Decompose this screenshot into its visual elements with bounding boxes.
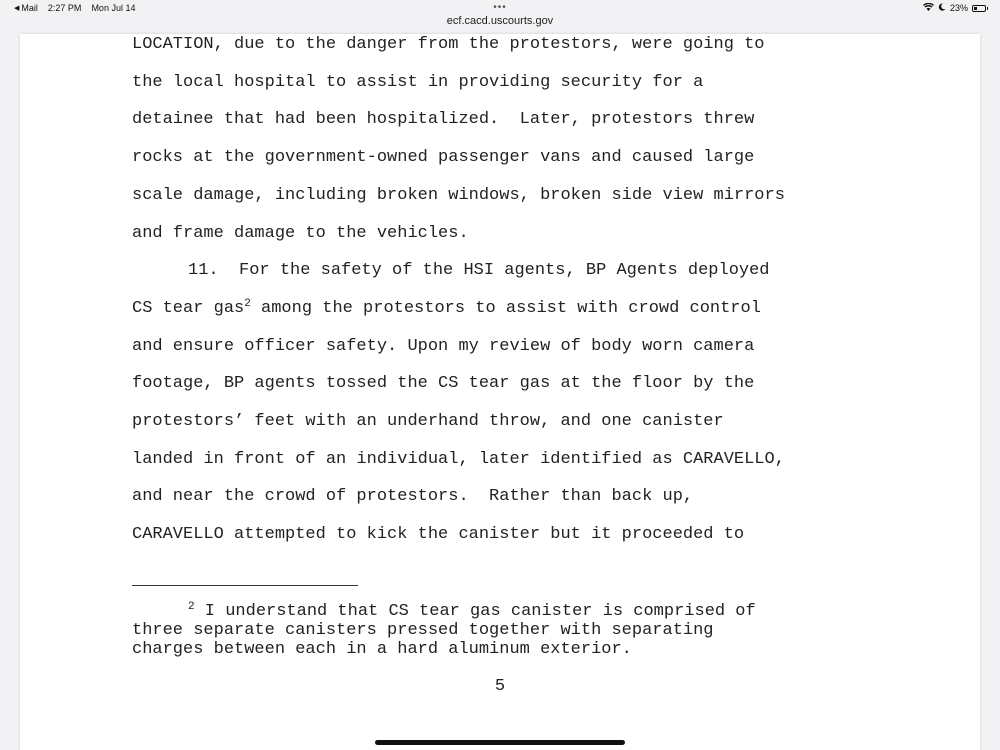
text-line: detainee that had been hospitalized. Later, protestors threw <box>132 110 755 129</box>
text-line: and near the crowd of protestors. Rather than back up, <box>132 487 694 506</box>
tab-options-button[interactable]: ••• <box>493 2 507 13</box>
wifi-icon <box>923 3 934 13</box>
status-bar <box>0 0 1000 16</box>
status-time: 2:27 PM <box>47 3 82 13</box>
footnote-line: three separate canisters pressed together with separating <box>132 621 714 640</box>
back-app-label: Mail <box>21 3 38 13</box>
address-bar[interactable]: ecf.cacd.uscourts.gov <box>446 15 554 27</box>
footnote-line <box>132 602 872 621</box>
text-segment: among the protestors to assist with crowd control <box>250 299 761 318</box>
footnote-text: I understand that CS tear gas canister is comprised of <box>194 602 756 621</box>
document-page <box>20 34 980 750</box>
footnote-line: charges between each in a hard aluminum exterior. <box>132 640 632 659</box>
moon-icon <box>938 3 946 13</box>
text-line: the local hospital to assist in providing security for a <box>132 73 704 92</box>
status-left <box>14 3 135 13</box>
text-line: footage, BP agents tossed the CS tear gas at the floor by the <box>132 374 755 393</box>
text-line: protestors’ feet with an underhand throw, and one canister <box>132 412 724 431</box>
back-to-mail-button[interactable] <box>14 3 38 13</box>
footnote-reference[interactable]: 2 <box>244 298 251 310</box>
battery-percent: 23% <box>949 3 968 13</box>
text-line: CARAVELLO attempted to kick the canister but it proceeded to <box>132 525 745 544</box>
text-line: and frame damage to the vehicles. <box>132 224 469 243</box>
text-line: landed in front of an individual, later identified as CARAVELLO, <box>132 450 785 469</box>
text-line: scale damage, including broken windows, broken side view mirrors <box>132 186 785 205</box>
home-indicator[interactable] <box>375 740 625 745</box>
text-line: rocks at the government-owned passenger vans and caused large <box>132 148 755 167</box>
footnote-divider <box>132 585 358 586</box>
footnote-marker: 2 <box>188 601 195 613</box>
back-arrow-icon: ◀ <box>14 5 20 12</box>
text-line-with-footnote <box>132 298 761 320</box>
status-right <box>923 3 986 13</box>
text-line: LOCATION, due to the danger from the protestors, were going to <box>132 35 765 54</box>
text-line: and ensure officer safety. Upon my review of body worn camera <box>132 337 755 356</box>
battery-icon <box>972 5 986 12</box>
footnote <box>132 602 872 659</box>
status-date: Mon Jul 14 <box>91 3 136 13</box>
paragraph-11-start: 11. For the safety of the HSI agents, BP Agents deployed <box>188 261 770 280</box>
page-number: 5 <box>494 677 506 696</box>
text-segment: CS tear gas <box>132 299 245 318</box>
